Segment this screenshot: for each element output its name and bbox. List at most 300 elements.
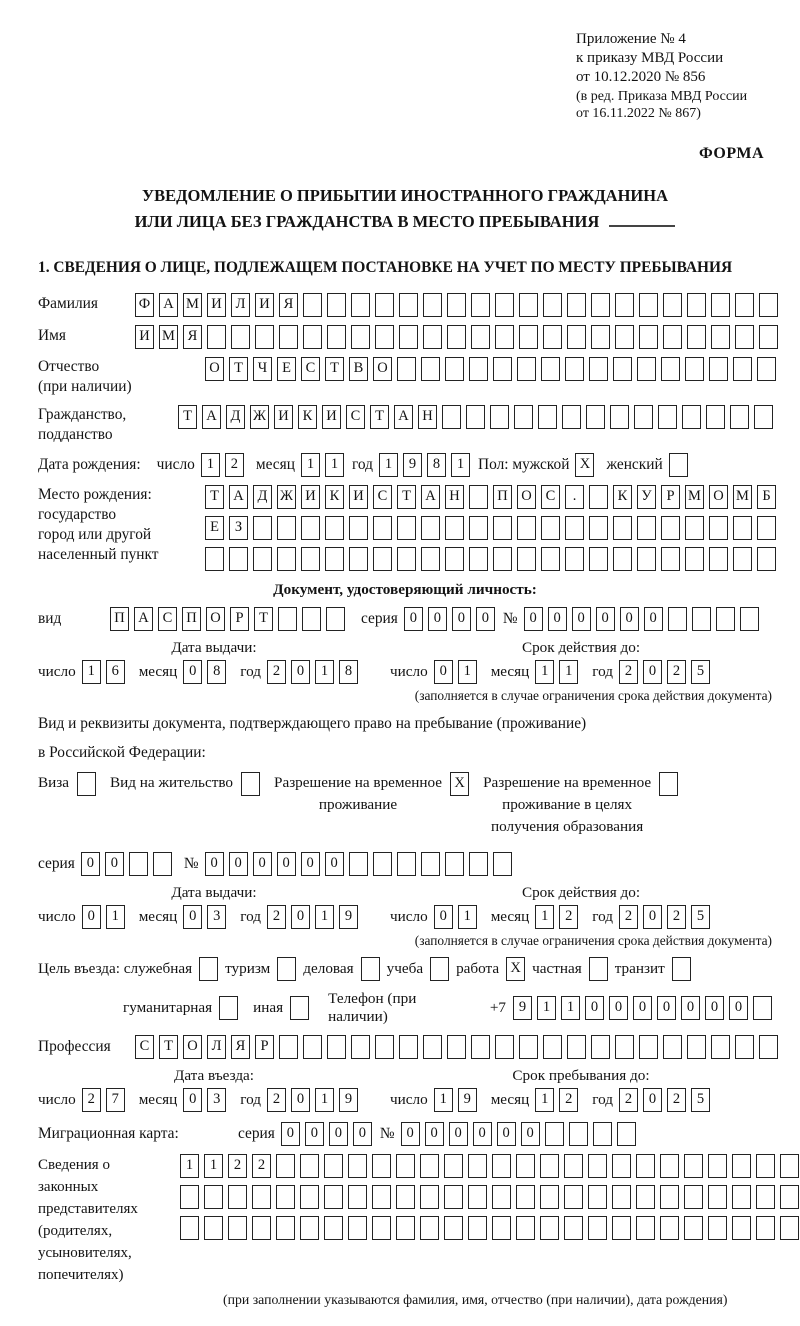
char-cell[interactable]: [255, 325, 274, 349]
char-cell[interactable]: [660, 1185, 679, 1209]
char-cell[interactable]: 0: [476, 607, 495, 631]
char-cell[interactable]: [252, 1216, 271, 1240]
char-cell[interactable]: И: [135, 325, 154, 349]
char-cell[interactable]: [445, 852, 464, 876]
char-cell[interactable]: [514, 405, 533, 429]
char-cell[interactable]: [129, 852, 148, 876]
char-cell[interactable]: Д: [226, 405, 245, 429]
char-cell[interactable]: 0: [425, 1122, 444, 1146]
char-cell[interactable]: 0: [229, 852, 248, 876]
char-cell[interactable]: [540, 1154, 559, 1178]
char-cell[interactable]: 0: [82, 905, 101, 929]
char-cell[interactable]: [444, 1216, 463, 1240]
char-cell[interactable]: [682, 405, 701, 429]
char-cell[interactable]: Л: [231, 293, 250, 317]
char-cell[interactable]: [348, 1154, 367, 1178]
char-cell[interactable]: [663, 1035, 682, 1059]
char-cell[interactable]: 0: [657, 996, 676, 1020]
char-cell[interactable]: [207, 325, 226, 349]
char-cell[interactable]: Р: [661, 485, 680, 509]
char-cell[interactable]: [733, 516, 752, 540]
char-cell[interactable]: 9: [403, 453, 422, 477]
char-cell[interactable]: [759, 1035, 778, 1059]
char-cell[interactable]: 1: [315, 1088, 334, 1112]
char-cell[interactable]: [276, 1154, 295, 1178]
char-cell[interactable]: [615, 293, 634, 317]
char-cell[interactable]: С: [346, 405, 365, 429]
char-cell[interactable]: [615, 1035, 634, 1059]
char-cell[interactable]: [613, 516, 632, 540]
char-cell[interactable]: 0: [183, 660, 202, 684]
char-cell[interactable]: 0: [205, 852, 224, 876]
char-cell[interactable]: [732, 1154, 751, 1178]
char-cell[interactable]: 5: [691, 660, 710, 684]
char-cell[interactable]: [756, 1154, 775, 1178]
char-cell[interactable]: 2: [667, 1088, 686, 1112]
char-cell[interactable]: [375, 325, 394, 349]
char-cell[interactable]: 1: [434, 1088, 453, 1112]
char-cell[interactable]: [658, 405, 677, 429]
char-cell[interactable]: [757, 516, 776, 540]
char-cell[interactable]: 0: [401, 1122, 420, 1146]
char-cell[interactable]: [490, 405, 509, 429]
char-cell[interactable]: О: [517, 485, 536, 509]
char-cell[interactable]: [373, 547, 392, 571]
char-cell[interactable]: И: [301, 485, 320, 509]
char-cell[interactable]: [301, 547, 320, 571]
char-cell[interactable]: [348, 1185, 367, 1209]
char-cell[interactable]: 1: [201, 453, 220, 477]
char-cell[interactable]: Т: [370, 405, 389, 429]
char-cell[interactable]: [684, 1216, 703, 1240]
char-cell[interactable]: 1: [315, 905, 334, 929]
char-cell[interactable]: [396, 1154, 415, 1178]
char-cell[interactable]: [591, 1035, 610, 1059]
char-cell[interactable]: [540, 1216, 559, 1240]
char-cell[interactable]: [495, 293, 514, 317]
char-cell[interactable]: 2: [667, 660, 686, 684]
char-cell[interactable]: [672, 957, 691, 981]
char-cell[interactable]: [231, 325, 250, 349]
char-cell[interactable]: [589, 957, 608, 981]
char-cell[interactable]: [300, 1154, 319, 1178]
char-cell[interactable]: Я: [183, 325, 202, 349]
char-cell[interactable]: [430, 957, 449, 981]
char-cell[interactable]: [756, 1185, 775, 1209]
char-cell[interactable]: [204, 1185, 223, 1209]
char-cell[interactable]: [589, 516, 608, 540]
char-cell[interactable]: А: [159, 293, 178, 317]
char-cell[interactable]: 1: [379, 453, 398, 477]
char-cell[interactable]: Т: [159, 1035, 178, 1059]
char-cell[interactable]: [593, 1122, 612, 1146]
char-cell[interactable]: Т: [254, 607, 273, 631]
char-cell[interactable]: [754, 405, 773, 429]
char-cell[interactable]: [444, 1154, 463, 1178]
char-cell[interactable]: [466, 405, 485, 429]
char-cell[interactable]: [711, 1035, 730, 1059]
char-cell[interactable]: [564, 1185, 583, 1209]
char-cell[interactable]: 0: [183, 1088, 202, 1112]
char-cell[interactable]: 0: [729, 996, 748, 1020]
char-cell[interactable]: [324, 1216, 343, 1240]
char-cell[interactable]: 0: [277, 852, 296, 876]
char-cell[interactable]: Ф: [135, 293, 154, 317]
char-cell[interactable]: [493, 547, 512, 571]
char-cell[interactable]: 2: [225, 453, 244, 477]
char-cell[interactable]: 0: [633, 996, 652, 1020]
char-cell[interactable]: 1: [535, 1088, 554, 1112]
char-cell[interactable]: [302, 607, 321, 631]
char-cell[interactable]: [663, 293, 682, 317]
char-cell[interactable]: 7: [106, 1088, 125, 1112]
char-cell[interactable]: [204, 1216, 223, 1240]
char-cell[interactable]: [180, 1216, 199, 1240]
char-cell[interactable]: [421, 547, 440, 571]
char-cell[interactable]: [637, 357, 656, 381]
char-cell[interactable]: 8: [427, 453, 446, 477]
char-cell[interactable]: [351, 1035, 370, 1059]
char-cell[interactable]: [613, 547, 632, 571]
char-cell[interactable]: [373, 516, 392, 540]
char-cell[interactable]: [325, 547, 344, 571]
char-cell[interactable]: [615, 325, 634, 349]
char-cell[interactable]: 0: [253, 852, 272, 876]
char-cell[interactable]: [684, 1185, 703, 1209]
char-cell[interactable]: [277, 516, 296, 540]
char-cell[interactable]: О: [183, 1035, 202, 1059]
char-cell[interactable]: [492, 1185, 511, 1209]
char-cell[interactable]: [276, 1185, 295, 1209]
char-cell[interactable]: [564, 1154, 583, 1178]
char-cell[interactable]: 0: [681, 996, 700, 1020]
char-cell[interactable]: 0: [291, 905, 310, 929]
char-cell[interactable]: Ч: [253, 357, 272, 381]
char-cell[interactable]: [588, 1154, 607, 1178]
char-cell[interactable]: 0: [521, 1122, 540, 1146]
char-cell[interactable]: [591, 293, 610, 317]
char-cell[interactable]: [324, 1185, 343, 1209]
char-cell[interactable]: [685, 357, 704, 381]
char-cell[interactable]: [759, 325, 778, 349]
char-cell[interactable]: 8: [339, 660, 358, 684]
char-cell[interactable]: П: [110, 607, 129, 631]
char-cell[interactable]: [732, 1216, 751, 1240]
char-cell[interactable]: [361, 957, 380, 981]
char-cell[interactable]: [447, 293, 466, 317]
char-cell[interactable]: [610, 405, 629, 429]
char-cell[interactable]: [399, 1035, 418, 1059]
char-cell[interactable]: 0: [353, 1122, 372, 1146]
char-cell[interactable]: [153, 852, 172, 876]
char-cell[interactable]: 3: [207, 1088, 226, 1112]
char-cell[interactable]: 0: [452, 607, 471, 631]
char-cell[interactable]: [420, 1185, 439, 1209]
char-cell[interactable]: 2: [667, 905, 686, 929]
char-cell[interactable]: 0: [105, 852, 124, 876]
char-cell[interactable]: М: [159, 325, 178, 349]
char-cell[interactable]: [711, 325, 730, 349]
char-cell[interactable]: 0: [705, 996, 724, 1020]
char-cell[interactable]: [397, 357, 416, 381]
char-cell[interactable]: 9: [339, 905, 358, 929]
char-cell[interactable]: [301, 516, 320, 540]
char-cell[interactable]: [349, 516, 368, 540]
char-cell[interactable]: [373, 852, 392, 876]
char-cell[interactable]: [589, 547, 608, 571]
char-cell[interactable]: 0: [585, 996, 604, 1020]
char-cell[interactable]: [639, 293, 658, 317]
char-cell[interactable]: [659, 772, 678, 796]
char-cell[interactable]: [468, 1185, 487, 1209]
char-cell[interactable]: [375, 1035, 394, 1059]
char-cell[interactable]: [517, 547, 536, 571]
char-cell[interactable]: [660, 1216, 679, 1240]
char-cell[interactable]: [636, 1154, 655, 1178]
char-cell[interactable]: 1: [325, 453, 344, 477]
char-cell[interactable]: [327, 1035, 346, 1059]
char-cell[interactable]: [545, 1122, 564, 1146]
char-cell[interactable]: [372, 1185, 391, 1209]
char-cell[interactable]: [543, 293, 562, 317]
char-cell[interactable]: [588, 1185, 607, 1209]
char-cell[interactable]: 8: [207, 660, 226, 684]
char-cell[interactable]: 5: [691, 905, 710, 929]
char-cell[interactable]: 0: [524, 607, 543, 631]
char-cell[interactable]: 0: [643, 660, 662, 684]
char-cell[interactable]: 6: [106, 660, 125, 684]
char-cell[interactable]: [276, 1216, 295, 1240]
char-cell[interactable]: 0: [301, 852, 320, 876]
char-cell[interactable]: С: [158, 607, 177, 631]
char-cell[interactable]: [396, 1216, 415, 1240]
char-cell[interactable]: Б: [757, 485, 776, 509]
char-cell[interactable]: 1: [82, 660, 101, 684]
char-cell[interactable]: 1: [535, 660, 554, 684]
char-cell[interactable]: 1: [301, 453, 320, 477]
char-cell[interactable]: П: [493, 485, 512, 509]
char-cell[interactable]: [567, 1035, 586, 1059]
char-cell[interactable]: 0: [281, 1122, 300, 1146]
char-cell[interactable]: 2: [267, 905, 286, 929]
char-cell[interactable]: [421, 357, 440, 381]
char-cell[interactable]: 0: [473, 1122, 492, 1146]
char-cell[interactable]: [516, 1185, 535, 1209]
char-cell[interactable]: [421, 852, 440, 876]
char-cell[interactable]: [447, 325, 466, 349]
char-cell[interactable]: 2: [267, 1088, 286, 1112]
char-cell[interactable]: [540, 1185, 559, 1209]
char-cell[interactable]: [562, 405, 581, 429]
char-cell[interactable]: [617, 1122, 636, 1146]
char-cell[interactable]: [639, 1035, 658, 1059]
char-cell[interactable]: [668, 607, 687, 631]
char-cell[interactable]: О: [709, 485, 728, 509]
char-cell[interactable]: 0: [183, 905, 202, 929]
char-cell[interactable]: В: [349, 357, 368, 381]
char-cell[interactable]: [77, 772, 96, 796]
char-cell[interactable]: [735, 1035, 754, 1059]
char-cell[interactable]: [469, 485, 488, 509]
char-cell[interactable]: Т: [178, 405, 197, 429]
char-cell[interactable]: К: [613, 485, 632, 509]
char-cell[interactable]: X: [506, 957, 525, 981]
char-cell[interactable]: [327, 293, 346, 317]
char-cell[interactable]: [471, 293, 490, 317]
char-cell[interactable]: 1: [535, 905, 554, 929]
char-cell[interactable]: [300, 1216, 319, 1240]
char-cell[interactable]: [445, 516, 464, 540]
char-cell[interactable]: [637, 516, 656, 540]
char-cell[interactable]: 2: [228, 1154, 247, 1178]
char-cell[interactable]: 0: [305, 1122, 324, 1146]
char-cell[interactable]: Н: [445, 485, 464, 509]
char-cell[interactable]: Р: [255, 1035, 274, 1059]
char-cell[interactable]: [637, 547, 656, 571]
char-cell[interactable]: [219, 996, 238, 1020]
char-cell[interactable]: [351, 325, 370, 349]
char-cell[interactable]: 2: [82, 1088, 101, 1112]
char-cell[interactable]: [709, 357, 728, 381]
char-cell[interactable]: [469, 516, 488, 540]
char-cell[interactable]: [300, 1185, 319, 1209]
char-cell[interactable]: 0: [644, 607, 663, 631]
char-cell[interactable]: [420, 1154, 439, 1178]
char-cell[interactable]: [634, 405, 653, 429]
char-cell[interactable]: [326, 607, 345, 631]
char-cell[interactable]: 9: [339, 1088, 358, 1112]
char-cell[interactable]: 1: [458, 905, 477, 929]
char-cell[interactable]: С: [373, 485, 392, 509]
char-cell[interactable]: .: [565, 485, 584, 509]
char-cell[interactable]: [591, 325, 610, 349]
char-cell[interactable]: [564, 1216, 583, 1240]
char-cell[interactable]: [588, 1216, 607, 1240]
char-cell[interactable]: [541, 357, 560, 381]
char-cell[interactable]: [692, 607, 711, 631]
char-cell[interactable]: [660, 1154, 679, 1178]
char-cell[interactable]: [495, 1035, 514, 1059]
char-cell[interactable]: [228, 1185, 247, 1209]
char-cell[interactable]: 0: [548, 607, 567, 631]
char-cell[interactable]: Е: [277, 357, 296, 381]
char-cell[interactable]: К: [298, 405, 317, 429]
char-cell[interactable]: 2: [267, 660, 286, 684]
char-cell[interactable]: [205, 547, 224, 571]
char-cell[interactable]: [612, 1216, 631, 1240]
char-cell[interactable]: [471, 1035, 490, 1059]
char-cell[interactable]: [399, 325, 418, 349]
char-cell[interactable]: 0: [609, 996, 628, 1020]
char-cell[interactable]: [684, 1154, 703, 1178]
char-cell[interactable]: [303, 1035, 322, 1059]
char-cell[interactable]: [709, 516, 728, 540]
char-cell[interactable]: Л: [207, 1035, 226, 1059]
char-cell[interactable]: 0: [291, 1088, 310, 1112]
char-cell[interactable]: 2: [559, 905, 578, 929]
char-cell[interactable]: З: [229, 516, 248, 540]
char-cell[interactable]: А: [229, 485, 248, 509]
char-cell[interactable]: 0: [404, 607, 423, 631]
char-cell[interactable]: [279, 325, 298, 349]
char-cell[interactable]: [423, 1035, 442, 1059]
char-cell[interactable]: 0: [325, 852, 344, 876]
char-cell[interactable]: [372, 1216, 391, 1240]
char-cell[interactable]: Д: [253, 485, 272, 509]
char-cell[interactable]: [636, 1216, 655, 1240]
char-cell[interactable]: [396, 1185, 415, 1209]
char-cell[interactable]: [543, 325, 562, 349]
char-cell[interactable]: 1: [559, 660, 578, 684]
char-cell[interactable]: 1: [180, 1154, 199, 1178]
char-cell[interactable]: [685, 516, 704, 540]
char-cell[interactable]: [759, 293, 778, 317]
char-cell[interactable]: А: [134, 607, 153, 631]
char-cell[interactable]: [661, 547, 680, 571]
char-cell[interactable]: Р: [230, 607, 249, 631]
char-cell[interactable]: [469, 357, 488, 381]
char-cell[interactable]: Я: [231, 1035, 250, 1059]
char-cell[interactable]: 1: [204, 1154, 223, 1178]
char-cell[interactable]: [757, 547, 776, 571]
char-cell[interactable]: 2: [252, 1154, 271, 1178]
char-cell[interactable]: [469, 547, 488, 571]
char-cell[interactable]: [687, 293, 706, 317]
char-cell[interactable]: [538, 405, 557, 429]
char-cell[interactable]: 0: [596, 607, 615, 631]
char-cell[interactable]: [372, 1154, 391, 1178]
char-cell[interactable]: 0: [329, 1122, 348, 1146]
char-cell[interactable]: [397, 516, 416, 540]
char-cell[interactable]: [445, 357, 464, 381]
char-cell[interactable]: [519, 325, 538, 349]
char-cell[interactable]: [708, 1185, 727, 1209]
char-cell[interactable]: 9: [458, 1088, 477, 1112]
char-cell[interactable]: У: [637, 485, 656, 509]
char-cell[interactable]: [348, 1216, 367, 1240]
char-cell[interactable]: [567, 325, 586, 349]
char-cell[interactable]: К: [325, 485, 344, 509]
char-cell[interactable]: [753, 996, 772, 1020]
char-cell[interactable]: [375, 293, 394, 317]
char-cell[interactable]: О: [206, 607, 225, 631]
char-cell[interactable]: [780, 1185, 799, 1209]
char-cell[interactable]: [444, 1185, 463, 1209]
char-cell[interactable]: Т: [325, 357, 344, 381]
char-cell[interactable]: И: [207, 293, 226, 317]
char-cell[interactable]: Т: [229, 357, 248, 381]
char-cell[interactable]: 2: [619, 1088, 638, 1112]
char-cell[interactable]: [279, 1035, 298, 1059]
char-cell[interactable]: [469, 852, 488, 876]
char-cell[interactable]: [663, 325, 682, 349]
char-cell[interactable]: [730, 405, 749, 429]
char-cell[interactable]: [471, 325, 490, 349]
char-cell[interactable]: 3: [207, 905, 226, 929]
char-cell[interactable]: [493, 357, 512, 381]
char-cell[interactable]: [397, 547, 416, 571]
char-cell[interactable]: [397, 852, 416, 876]
char-cell[interactable]: [399, 293, 418, 317]
char-cell[interactable]: 2: [619, 905, 638, 929]
char-cell[interactable]: [351, 293, 370, 317]
char-cell[interactable]: [565, 547, 584, 571]
char-cell[interactable]: [278, 607, 297, 631]
char-cell[interactable]: 9: [513, 996, 532, 1020]
char-cell[interactable]: 2: [619, 660, 638, 684]
char-cell[interactable]: [711, 293, 730, 317]
char-cell[interactable]: X: [575, 453, 594, 477]
